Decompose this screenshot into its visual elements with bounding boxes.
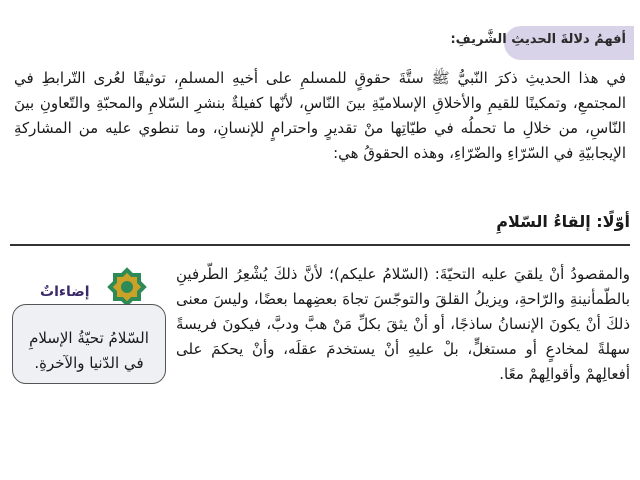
- intro-paragraph: في هذا الحديثِ ذكرَ النّبيُّ ﷺ ستَّةَ حقوقٍ للمسلمِ على أخيهِ المسلمِ، توثيقًا لعُرى التّرابطِ في المجتمعِ، وتمكينًا للقيمِ والأخلاقِ الإسلاميّةِ بينَ النّاسِ، لأنّها كفيلةٌ بنشرِ السّلامِ والمحبّةِ والتّعاونِ بينَ النّاسِ، من خلالِ ما تحملُه في طيّاتِها منْ تقديرٍ واحترامٍ للإنسانِ، وما تنطوي عليه من المشاركةِ الإيجابيّةِ في السّرّاءِ والضّرّاءِ، وهذه الحقوقُ هي:: [14, 69, 626, 162]
- sidebar-text: السّلامُ تحيّةُ الإسلامِ في الدّنيا والآخرةِ.: [29, 329, 149, 372]
- sidebar-label: إضاءاتٌ: [40, 284, 90, 300]
- heading-underline: [10, 244, 630, 246]
- subsection-heading: أوّلًا: إلقاءُ السّلامِ: [496, 212, 630, 231]
- body-paragraph: والمقصودُ أنْ يلقيَ عليه التحيّةَ: (السّلامُ عليكم)؛ لأنَّ ذلكَ يُشْعِرُ الطّرفينِ بالطّمأنينةِ والرّاحةِ، ويزيلُ القلقَ والتوجّسَ تجاهَ بعضِهما بعضًا، وليسَ معنى ذلكَ أنْ يكونَ الإنسانُ ساذجًا، أو أنْ يثقَ بكلِّ مَنْ هبَّ ودبَّ، فيكونَ فريسةً سهلةً لمخادعٍ أو مستغلٍّ، بلْ عليهِ أنْ يستخدمَ عقلَه، وأنْ يحكمَ على أفعالِهمْ وأقوالِهمْ معًا.: [176, 265, 630, 383]
- section-title: أفهمُ دلالةَ الحديثِ الشَّريفِ:: [450, 32, 626, 47]
